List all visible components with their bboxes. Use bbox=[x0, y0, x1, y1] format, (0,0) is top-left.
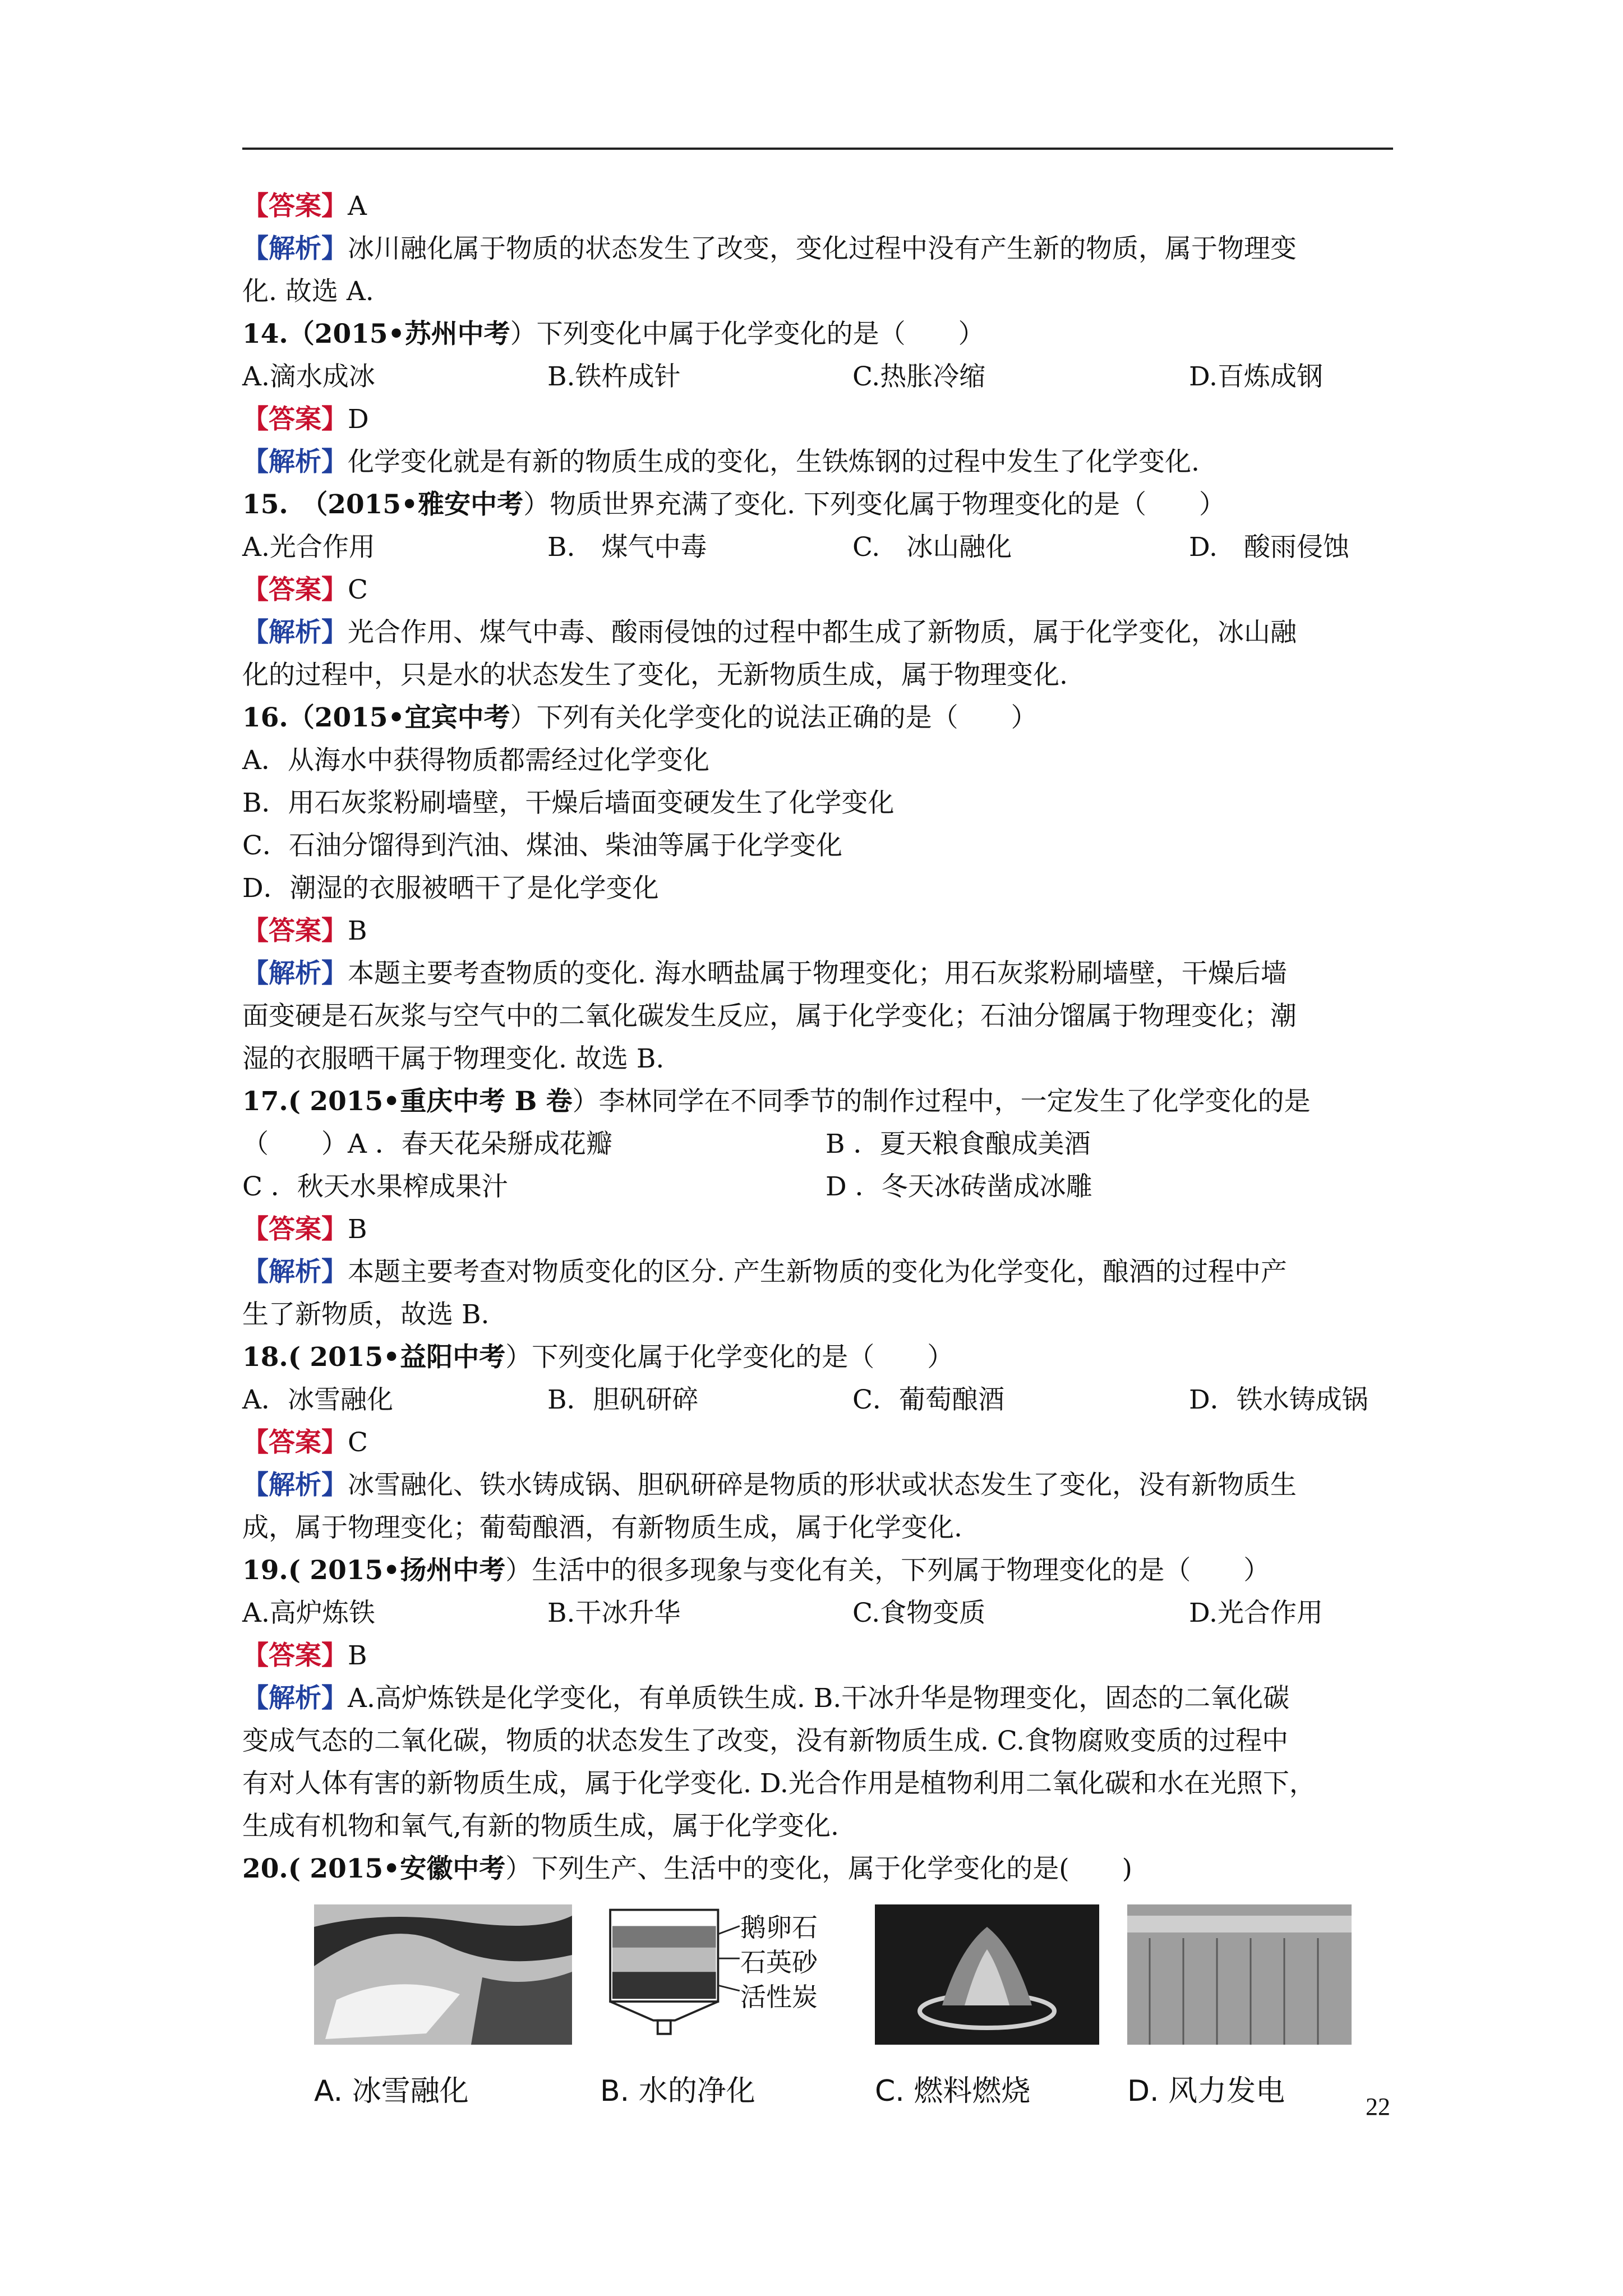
line-text: D．潮湿的衣服被晒干了是化学变化 bbox=[242, 873, 659, 904]
answer-line bbox=[242, 1635, 1393, 1677]
answer-line bbox=[242, 185, 1393, 228]
explanation-line bbox=[242, 1677, 1393, 1720]
question-line bbox=[242, 484, 1393, 526]
explanation-text: A.高炉炼铁是化学变化，有单质铁生成. B.干冰升华是物理变化，固态的二氧化碳 bbox=[348, 1683, 1290, 1714]
figure-c-caption: C. 燃料燃烧 bbox=[875, 2074, 1031, 2108]
question-number: 17.( 2015• bbox=[242, 1086, 400, 1117]
answer-label: 【答案】 bbox=[242, 1640, 348, 1671]
option-item: B ．夏天粮食酿成美酒 bbox=[826, 1129, 1091, 1159]
line-text: 有对人体有害的新物质生成，属于化学变化. D.光合作用是植物利用二氧化碳和水在光照下， bbox=[242, 1768, 1316, 1799]
explanation-text: 本题主要考查物质的变化. 海水晒盐属于物理变化；用石灰浆粉刷墙壁，干燥后墙 bbox=[348, 958, 1287, 989]
question-text: ）生活中的很多现象与变化有关，下列属于物理变化的是（ ） bbox=[505, 1555, 1270, 1586]
question-source: 益阳中考 bbox=[400, 1342, 506, 1373]
option-item: C.食物变质 bbox=[852, 1598, 986, 1628]
explanation-label: 【解析】 bbox=[242, 958, 348, 989]
option-item: D ．冬天冰砖凿成冰雕 bbox=[826, 1171, 1092, 1202]
explanation-label: 【解析】 bbox=[242, 1257, 348, 1287]
answer-label: 【答案】 bbox=[242, 404, 348, 435]
line-text: B．用石灰浆粉刷墙壁，干燥后墙面变硬发生了化学变化 bbox=[242, 788, 895, 818]
question-line bbox=[242, 1549, 1393, 1592]
question-source: 重庆中考 B 卷 bbox=[400, 1086, 573, 1117]
answer-value: C bbox=[348, 574, 368, 605]
option-item: B.铁杵成针 bbox=[547, 361, 681, 392]
explanation-line bbox=[242, 1251, 1393, 1294]
option-item: C.热胀冷缩 bbox=[852, 361, 986, 392]
explanation-text: 冰川融化属于物质的状态发生了改变，变化过程中没有产生新的物质，属于物理变 bbox=[348, 233, 1297, 264]
question-line bbox=[242, 313, 1393, 356]
option-item: B．胆矾研碎 bbox=[547, 1384, 699, 1415]
answer-value: B bbox=[348, 915, 367, 946]
figure-row bbox=[314, 1904, 1368, 2118]
explanation-label: 【解析】 bbox=[242, 617, 348, 648]
header-rule bbox=[242, 148, 1393, 150]
question-text: ）下列变化中属于化学变化的是（ ） bbox=[510, 319, 985, 349]
question-text: ）下列有关化学变化的说法正确的是（ ） bbox=[510, 702, 1038, 733]
question-line bbox=[242, 1080, 1393, 1123]
option-item: A.滴水成冰 bbox=[242, 361, 375, 392]
option-item: （ ）A ．春天花朵掰成花瓣 bbox=[242, 1129, 612, 1159]
line-text: 生了新物质，故选 B. bbox=[242, 1299, 490, 1330]
explanation-label: 【解析】 bbox=[242, 1683, 348, 1714]
answer-value: A bbox=[348, 191, 367, 222]
question-text: ）李林同学在不同季节的制作过程中，一定发生了化学变化的是 bbox=[572, 1086, 1311, 1117]
question-text: ）物质世界充满了变化. 下列变化属于物理变化的是（ ） bbox=[523, 489, 1226, 520]
text-line bbox=[242, 739, 1393, 782]
line-text: 成，属于物理变化；葡萄酿酒，有新物质生成，属于化学变化. bbox=[242, 1512, 962, 1543]
answer-value: B bbox=[348, 1214, 367, 1245]
document-body bbox=[242, 185, 1393, 1890]
filter-label-pebbles: 鹅卵石 bbox=[740, 1912, 818, 1943]
fuel-burning-image bbox=[875, 1904, 1099, 2045]
question-source: 扬州中考 bbox=[400, 1555, 506, 1586]
question-line bbox=[242, 697, 1393, 739]
answer-line bbox=[242, 910, 1393, 953]
option-item: D．铁水铸成锅 bbox=[1189, 1384, 1368, 1415]
question-number: 15. （2015• bbox=[242, 489, 418, 520]
explanation-text: 光合作用、煤气中毒、酸雨侵蚀的过程中都生成了新物质，属于化学变化，冰山融 bbox=[348, 617, 1297, 648]
line-text: 变成气态的二氧化碳，物质的状态发生了改变，没有新物质生成. C.食物腐败变质的过程中 bbox=[242, 1726, 1289, 1756]
answer-value: C bbox=[348, 1427, 368, 1458]
explanation-label: 【解析】 bbox=[242, 233, 348, 264]
page-number: 22 bbox=[1366, 2093, 1390, 2120]
options-line bbox=[242, 1123, 1393, 1166]
question-number: 16.（2015• bbox=[242, 702, 405, 733]
explanation-line bbox=[242, 611, 1393, 654]
figure-d-caption: D. 风力发电 bbox=[1127, 2074, 1285, 2108]
line-text: A．从海水中获得物质都需经过化学变化 bbox=[242, 745, 709, 776]
answer-line bbox=[242, 1421, 1393, 1464]
option-item: B.干冰升华 bbox=[547, 1598, 681, 1628]
line-text: C．石油分馏得到汽油、煤油、柴油等属于化学变化 bbox=[242, 830, 842, 861]
option-item: C. 冰山融化 bbox=[852, 532, 1012, 563]
answer-line bbox=[242, 398, 1393, 441]
explanation-text: 冰雪融化、铁水铸成锅、胆矾研碎是物质的形状或状态发生了变化，没有新物质生 bbox=[348, 1470, 1297, 1501]
text-line bbox=[242, 995, 1393, 1038]
option-item: C．葡萄酿酒 bbox=[852, 1384, 1004, 1415]
figure-b-caption: B. 水的净化 bbox=[600, 2074, 755, 2108]
question-source: 雅安中考 bbox=[418, 489, 524, 520]
explanation-label: 【解析】 bbox=[242, 1470, 348, 1501]
answer-label: 【答案】 bbox=[242, 1214, 348, 1245]
question-number: 14.（2015• bbox=[242, 319, 405, 349]
text-line bbox=[242, 867, 1393, 910]
line-text: 化. 故选 A. bbox=[242, 276, 374, 307]
text-line bbox=[242, 654, 1393, 697]
answer-value: D bbox=[348, 404, 369, 435]
text-line bbox=[242, 1805, 1393, 1848]
explanation-line bbox=[242, 1464, 1393, 1507]
explanation-text: 本题主要考查对物质变化的区分. 产生新物质的变化为化学变化，酿酒的过程中产 bbox=[348, 1257, 1287, 1287]
option-item: A.高炉炼铁 bbox=[242, 1598, 375, 1628]
question-text: ）下列变化属于化学变化的是（ ） bbox=[505, 1342, 954, 1373]
explanation-label: 【解析】 bbox=[242, 447, 348, 477]
option-item: A．冰雪融化 bbox=[242, 1384, 393, 1415]
option-item: A.光合作用 bbox=[242, 532, 375, 563]
answer-value: B bbox=[348, 1640, 367, 1671]
line-text: 化的过程中，只是水的状态发生了变化，无新物质生成，属于物理变化. bbox=[242, 660, 1068, 691]
answer-label: 【答案】 bbox=[242, 1427, 348, 1458]
answer-line bbox=[242, 1208, 1393, 1251]
explanation-line bbox=[242, 228, 1393, 270]
option-item: B. 煤气中毒 bbox=[547, 532, 707, 563]
line-text: 生成有机物和氧气,有新的物质生成，属于化学变化. bbox=[242, 1811, 839, 1842]
text-line bbox=[242, 1763, 1393, 1805]
option-item: D. 酸雨侵蚀 bbox=[1189, 532, 1349, 563]
explanation-line bbox=[242, 953, 1393, 995]
filter-label-quartz-sand: 石英砂 bbox=[740, 1947, 818, 1977]
filter-label-activated-carbon: 活性炭 bbox=[740, 1982, 818, 2012]
options-line bbox=[242, 1166, 1393, 1208]
wind-power-image bbox=[1127, 1904, 1352, 2045]
options-line bbox=[242, 526, 1393, 569]
options-line bbox=[242, 356, 1393, 398]
text-line bbox=[242, 1507, 1393, 1549]
question-line bbox=[242, 1848, 1393, 1890]
question-source: 苏州中考 bbox=[404, 319, 510, 349]
text-line bbox=[242, 825, 1393, 867]
options-line bbox=[242, 1379, 1393, 1421]
question-source: 宜宾中考 bbox=[404, 702, 510, 733]
line-text: 湿的衣服晒干属于物理变化. 故选 B. bbox=[242, 1043, 665, 1074]
question-text: ）下列生产、生活中的变化，属于化学变化的是( ) bbox=[505, 1853, 1132, 1884]
option-item: C ．秋天水果榨成果汁 bbox=[242, 1171, 508, 1202]
option-item: D.百炼成钢 bbox=[1189, 361, 1323, 392]
line-text: 面变硬是石灰浆与空气中的二氧化碳发生反应，属于化学变化；石油分馏属于物理变化；潮 bbox=[242, 1001, 1297, 1032]
text-line bbox=[242, 1720, 1393, 1763]
question-number: 19.( 2015• bbox=[242, 1555, 400, 1586]
answer-label: 【答案】 bbox=[242, 574, 348, 605]
figure-a-caption: A. 冰雪融化 bbox=[314, 2074, 469, 2108]
explanation-text: 化学变化就是有新的物质生成的变化，生铁炼钢的过程中发生了化学变化. bbox=[348, 447, 1200, 477]
text-line bbox=[242, 270, 1393, 313]
answer-label: 【答案】 bbox=[242, 191, 348, 222]
question-number: 20.( 2015• bbox=[242, 1853, 400, 1884]
answer-line bbox=[242, 569, 1393, 611]
explanation-line bbox=[242, 441, 1393, 484]
text-line bbox=[242, 782, 1393, 825]
question-number: 18.( 2015• bbox=[242, 1342, 400, 1373]
ice-melting-image bbox=[314, 1904, 572, 2045]
text-line bbox=[242, 1038, 1393, 1080]
question-source: 安徽中考 bbox=[400, 1853, 506, 1884]
text-line bbox=[242, 1294, 1393, 1336]
question-line bbox=[242, 1336, 1393, 1379]
option-item: D.光合作用 bbox=[1189, 1598, 1323, 1628]
options-line bbox=[242, 1592, 1393, 1635]
answer-label: 【答案】 bbox=[242, 915, 348, 946]
